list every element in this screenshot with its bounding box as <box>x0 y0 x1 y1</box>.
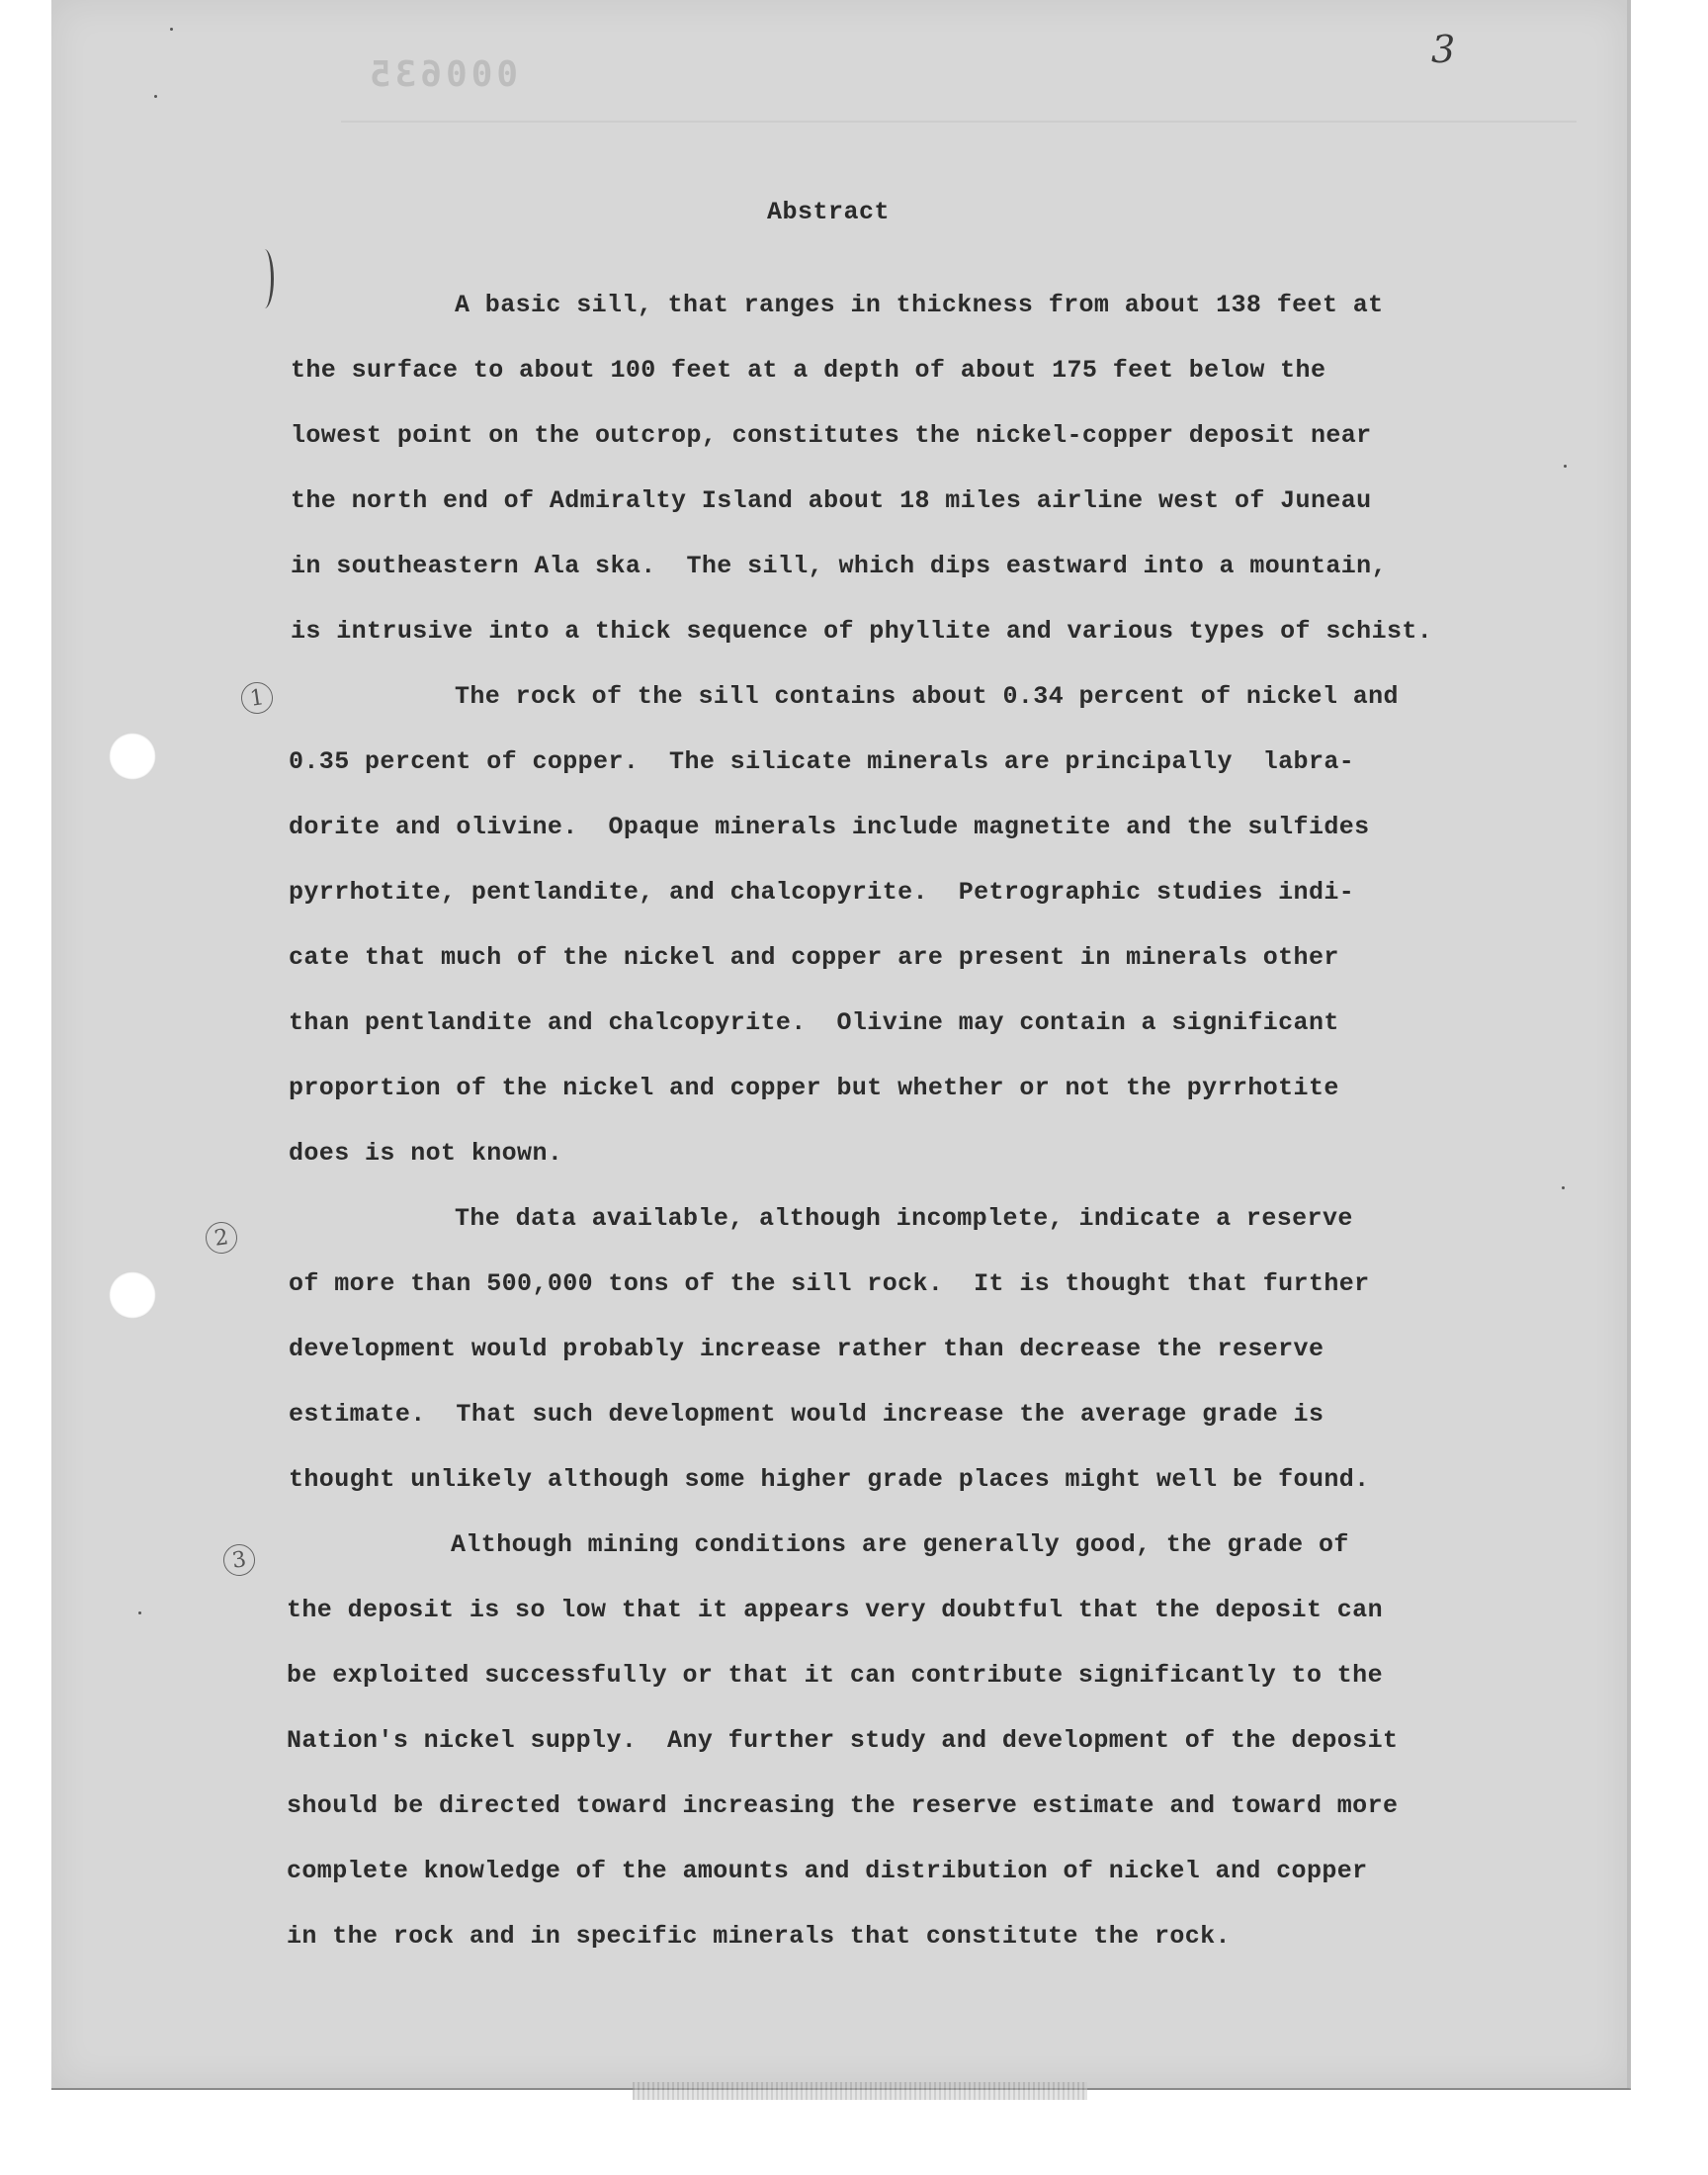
paragraph-4-line: be exploited successfully or that it can contribute significantly to the <box>287 1661 1383 1690</box>
faint-frame <box>341 121 1577 271</box>
scan-artifact <box>633 2082 1087 2100</box>
paragraph-2-line: dorite and olivine. Opaque minerals include magnetite and the sulfides <box>289 813 1370 841</box>
page-edge <box>1627 0 1631 2088</box>
paragraph-2-line: does is not known. <box>289 1139 563 1168</box>
paragraph-2-line: cate that much of the nickel and copper are present in minerals other <box>289 943 1339 972</box>
paragraph-1-line: is intrusive into a thick sequence of phyllite and various types of schist. <box>291 617 1433 646</box>
paragraph-4-line: in the rock and in specific minerals that constitute the rock. <box>287 1922 1231 1951</box>
dust-speck <box>138 1611 141 1614</box>
paragraph-2-line: proportion of the nickel and copper but whether or not the pyrrhotite <box>289 1074 1339 1102</box>
paragraph-2-line: The rock of the sill contains about 0.34 percent of nickel and <box>455 682 1399 711</box>
paragraph-4-line: Nation's nickel supply. Any further study and development of the deposit <box>287 1726 1399 1755</box>
stamp-number: 000635 <box>366 54 519 95</box>
margin-bracket <box>255 249 274 308</box>
margin-mark-3: 3 <box>221 1542 257 1578</box>
paragraph-4-line: Although mining conditions are generally good, the grade of <box>451 1530 1349 1559</box>
paragraph-3-line: development would probably increase rather than decrease the reserve <box>289 1335 1324 1363</box>
dust-speck <box>1564 465 1567 468</box>
paragraph-1-line: the surface to about 100 feet at a depth of about 175 feet below the <box>291 356 1326 385</box>
punch-hole <box>109 733 156 780</box>
paragraph-4-line: the deposit is so low that it appears very doubtful that the deposit can <box>287 1596 1383 1624</box>
punch-hole <box>109 1271 156 1319</box>
paragraph-3-line: of more than 500,000 tons of the sill rock. It is thought that further <box>289 1269 1370 1298</box>
paragraph-4-line: should be directed toward increasing the reserve estimate and toward more <box>287 1791 1399 1820</box>
paragraph-4-line: complete knowledge of the amounts and distribution of nickel and copper <box>287 1857 1368 1885</box>
paragraph-3-line: estimate. That such development would increase the average grade is <box>289 1400 1324 1429</box>
paragraph-3-line: thought unlikely although some higher grade places might well be found. <box>289 1465 1370 1494</box>
paragraph-2-line: than pentlandite and chalcopyrite. Olivine may contain a significant <box>289 1008 1339 1037</box>
paragraph-1-line: lowest point on the outcrop, constitutes the nickel-copper deposit near <box>291 421 1372 450</box>
paragraph-2-line: pyrrhotite, pentlandite, and chalcopyrite. Petrographic studies indi- <box>289 878 1355 907</box>
margin-mark-1: 1 <box>239 680 275 716</box>
paragraph-1-line: A basic sill, that ranges in thickness from about 138 feet at <box>455 291 1384 319</box>
margin-mark-2: 2 <box>204 1220 239 1256</box>
paragraph-2-line: 0.35 percent of copper. The silicate minerals are principally labra- <box>289 747 1355 776</box>
paragraph-1-line: the north end of Admiralty Island about 18 miles airline west of Juneau <box>291 486 1372 515</box>
dust-speck <box>1562 1186 1565 1189</box>
paragraph-3-line: The data available, although incomplete, indicate a reserve <box>455 1204 1353 1233</box>
paragraph-1-line: in southeastern Ala ska. The sill, which dips eastward into a mountain, <box>291 552 1387 580</box>
dust-speck <box>170 28 173 31</box>
page-title: Abstract <box>767 198 891 226</box>
dust-speck <box>154 95 157 98</box>
page-number: 3 <box>1431 28 1456 71</box>
